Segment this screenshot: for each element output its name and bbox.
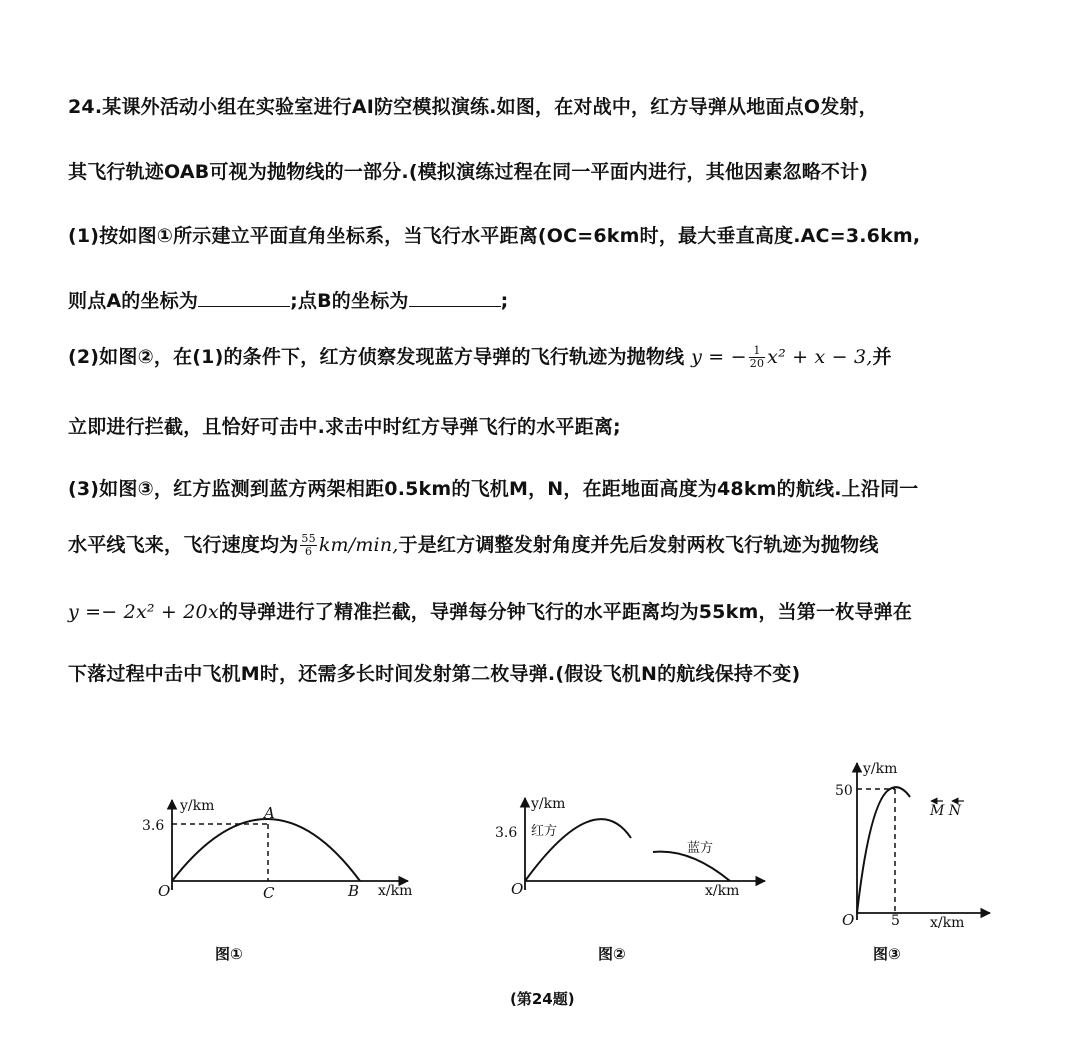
fraction-numerator: 55 <box>301 532 316 545</box>
fraction-numerator: 1 <box>749 345 765 358</box>
origin-label: O <box>158 882 171 900</box>
blue-parabola-eq-pre: y = − <box>691 346 747 368</box>
fraction-denominator: 20 <box>749 357 765 370</box>
x-axis-label: x/km <box>378 883 413 899</box>
blue-label: 蓝方 <box>687 841 714 856</box>
origin-label: O <box>511 880 524 898</box>
figure-2-caption: 图② <box>598 945 626 963</box>
problem-line-5 <box>68 342 1020 370</box>
red-missile-trajectory <box>172 819 360 881</box>
question-footer: (第24题) <box>510 990 575 1008</box>
y-tick-label: 3.6 <box>495 825 518 841</box>
point-c-label: C <box>263 884 275 902</box>
y-axis-label: y/km <box>863 761 898 777</box>
missile-parabola-eq: y =− 2x² + 20x <box>68 601 219 623</box>
figure-1-caption: 图① <box>215 945 243 963</box>
y-axis-label: y/km <box>180 798 215 814</box>
figure-2 <box>475 790 775 905</box>
problem-line-4 <box>68 286 1020 313</box>
figure-3 <box>830 755 1000 940</box>
y-tick-label: 50 <box>835 783 853 799</box>
speed-prompt: 水平线飞来，飞行速度均为 <box>68 534 299 556</box>
point-b-label: B <box>348 882 360 900</box>
figure-3-caption: 图③ <box>873 945 901 963</box>
point-a-label: A <box>264 804 275 822</box>
blue-parabola-eq-post: x² + x − 3, <box>767 346 873 368</box>
answer-blank-b[interactable] <box>409 288 501 307</box>
origin-label: O <box>842 911 855 929</box>
problem-line-8 <box>68 530 1020 558</box>
x-tick-label: 5 <box>891 913 900 929</box>
line-end: ; <box>500 290 509 312</box>
fraction-denominator: 6 <box>305 545 313 558</box>
speed-unit: km/min, <box>318 534 399 556</box>
point-b-prompt: ;点B的坐标为 <box>290 290 409 312</box>
part3-text: 于是红方调整发射角度并先后发射两枚飞行轨迹为抛物线 <box>398 534 879 556</box>
point-a-prompt: 则点A的坐标为 <box>68 290 199 312</box>
x-axis-label: x/km <box>930 915 965 931</box>
problem-line-2: 其飞行轨迹OAB可视为抛物线的一部分.(模拟演练过程在同一平面内进行，其他因素忽略不计) <box>68 161 869 183</box>
figure-1 <box>140 790 420 905</box>
x-axis-label: x/km <box>705 883 740 899</box>
fraction-55-6 <box>300 533 316 558</box>
problem-line-3: (1)按如图①所示建立平面直角坐标系，当飞行水平距离(OC=6km时，最大垂直高度.AC=3.6km, <box>68 225 921 247</box>
answer-blank-a[interactable] <box>198 288 290 307</box>
problem-line-7: (3)如图③，红方监测到蓝方两架相距0.5km的飞机M，N，在距地面高度为48km的航线.上沿同一 <box>68 478 919 500</box>
part2-text-end: 并 <box>872 346 892 368</box>
missile-trajectory <box>857 787 910 913</box>
y-axis-label: y/km <box>531 796 566 812</box>
y-tick-label: 3.6 <box>142 818 165 834</box>
problem-line-1: 24.某课外活动小组在实验室进行AI防空模拟演练.如图，在对战中，红方导弹从地面点O发射， <box>68 96 878 118</box>
red-label: 红方 <box>531 824 558 839</box>
part3-text-cont: 的导弹进行了精准拦截，导弹每分钟飞行的水平距离均为55km，当第一枚导弹在 <box>218 601 913 623</box>
problem-line-10: 下落过程中击中飞机M时，还需多长时间发射第二枚导弹.(假设飞机N的航线保持不变) <box>68 663 801 685</box>
planes-label: M N <box>930 803 962 819</box>
problem-line-6: 立即进行拦截，且恰好可击中.求击中时红方导弹飞行的水平距离; <box>68 416 621 438</box>
problem-line-9 <box>68 597 1020 624</box>
fraction-1-20 <box>749 345 765 370</box>
part2-text: (2)如图②，在(1)的条件下，红方侦察发现蓝方导弹的飞行轨迹为抛物线 <box>68 346 685 368</box>
